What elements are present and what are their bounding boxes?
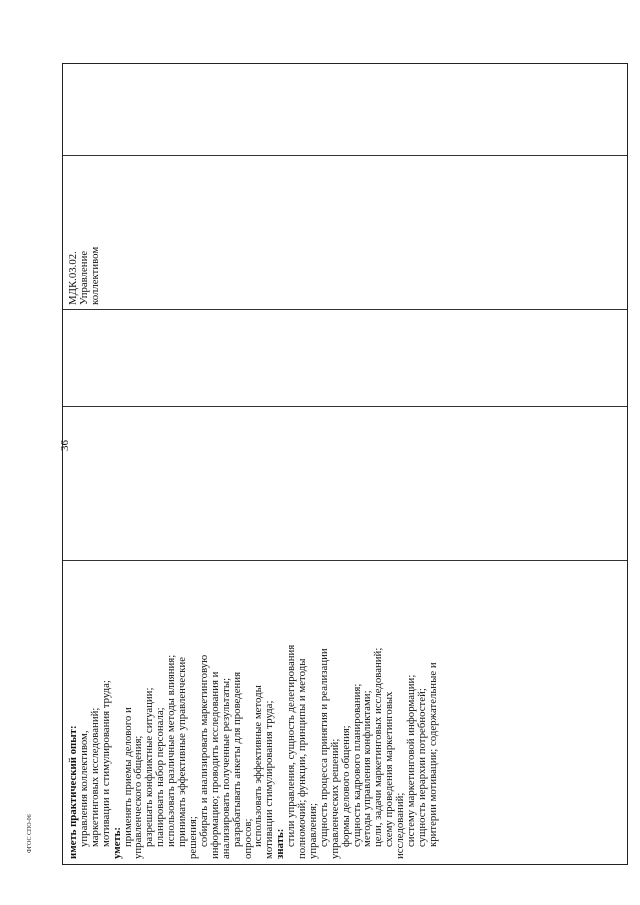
footer-code: ФГОС СПО-06 [27,814,33,853]
content-line: маркетинговых исследований; [88,707,101,847]
content-line: мотивации и стимулирования труда; [99,680,112,847]
content-line: использовать эффективные методы [252,685,265,847]
section-heading: уметь: [110,826,123,859]
content-line: сущность кадрового планирования; [350,683,363,847]
competency-table [59,63,628,865]
content-line: опросов; [241,818,254,859]
mdk-title-line-2: коллективом [89,246,101,305]
content-line: формы делового общения; [339,725,352,847]
content-line: использовать различные методы влияния; [165,654,178,847]
section-heading: иметь практический опыт: [67,725,79,859]
mdk-code-cell [63,155,627,309]
content-line: разрешать конфликтные ситуации; [143,687,156,847]
content-line: управления коллективом, [77,730,90,847]
empty-cell-3 [63,62,627,155]
empty-cell-2 [63,309,627,406]
competency-content-cell [63,560,627,864]
section-heading: знать: [274,828,287,859]
content-line: разрабатывать анкеты для проведения [230,671,243,847]
content-line: управленческого общения; [132,735,145,859]
content-line: критерии мотивации; содержательные и [426,662,439,847]
content-line: стили управления, сущность делегирования [285,644,298,847]
mdk-title-line-1: Управление [78,250,90,305]
page-number: 36 [59,440,71,451]
content-line: управленческих решений; [328,738,341,859]
content-line: сущность процесса принятия и реализации [317,648,330,847]
content-line: систему маркетинговой информации; [405,674,418,847]
content-line: управления; [306,802,319,859]
content-line: методы управления конфликтами; [361,690,374,847]
content-line: полномочий; функции, принципы и методы [296,658,309,859]
competency-lines [68,564,439,859]
content-line: планировать набор персонала; [154,707,167,847]
content-line: собирать и анализировать маркетинговую [197,654,210,847]
content-line: схему проведения маркетинговых [383,691,396,847]
empty-cell-1 [63,406,627,560]
content-line: сущность иерархии потребностей; [416,688,428,847]
content-line: применять приемы делового и [121,707,134,847]
mdk-code: МДК.03.02. [67,251,79,305]
content-line: анализировать полученные результаты; [219,677,232,859]
content-line: принимать эффективные управленческие [176,656,189,847]
content-line: мотивации стимулирования труда; [263,700,276,859]
content-line: информацию; проводить исследования и [208,671,221,859]
content-line: исследований; [394,792,407,859]
content-line: решения; [186,816,199,859]
content-line: цели, задачи маркетинговых исследований; [372,647,385,847]
